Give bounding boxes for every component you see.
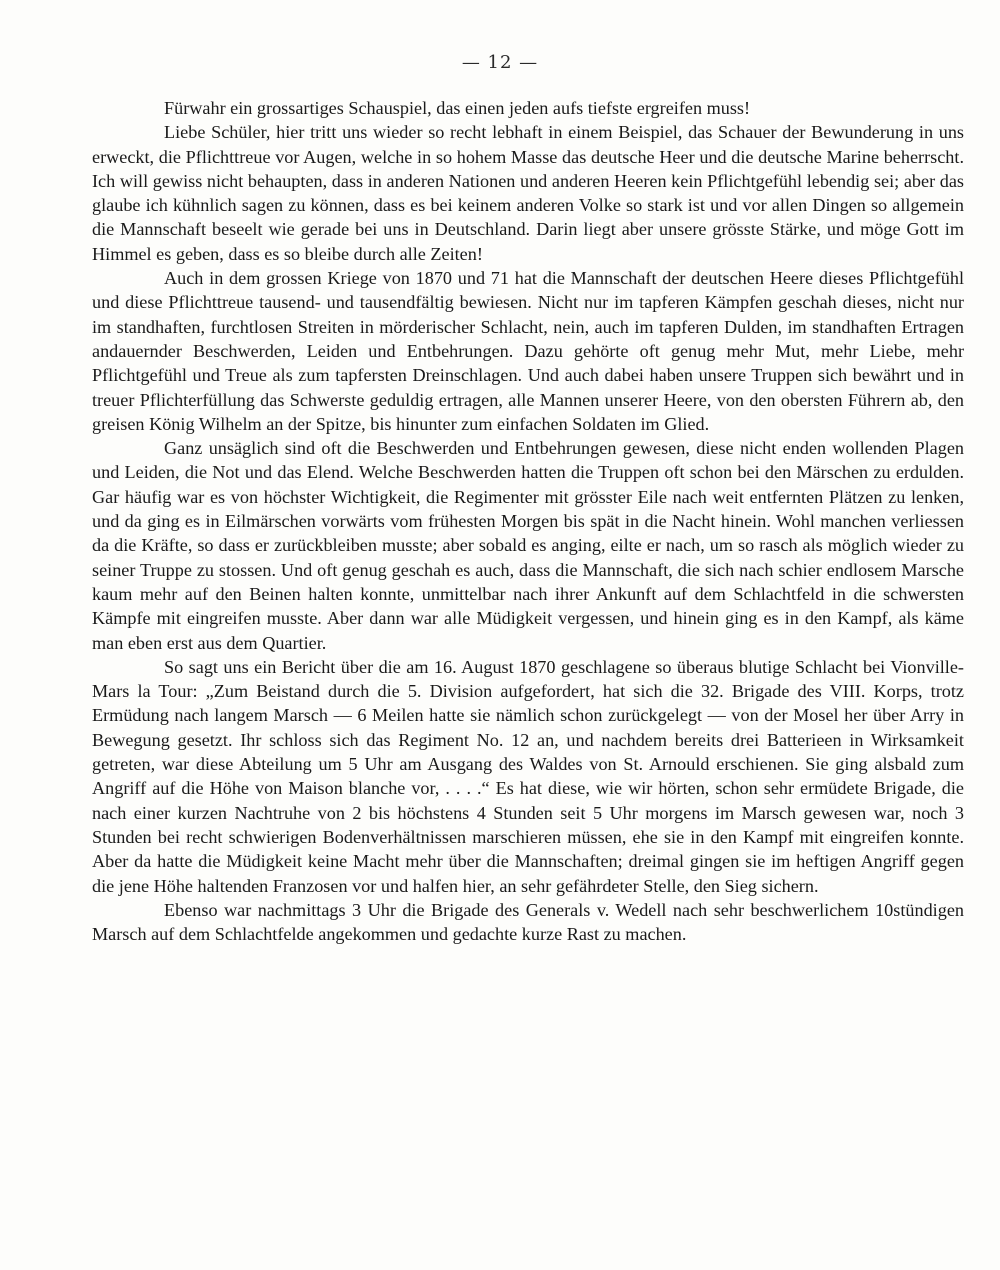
paragraph-1: Fürwahr ein grossartiges Schauspiel, das einen jeden aufs tiefste ergreifen muss!: [164, 98, 751, 118]
page-number: — 12 —: [461, 52, 539, 73]
body-text: [92, 96, 964, 946]
paragraph-6: Ebenso war nachmittags 3 Uhr die Brigade des Generals v. Wedell nach sehr beschwerlichem 10stündigen Marsch auf dem Schlachtfelde angekommen und gedachte kurze Rast zu machen.: [92, 899, 964, 945]
paragraph-5: So sagt uns ein Bericht über die am 16. August 1870 geschlagene so überaus blutige Schlacht bei Vionville-Mars la Tour: „Zum Beistand durch die 5. Division aufgefordert, hat sich die 32. Brigade des VIII. Korps, trotz Ermüdung nach langem Marsch — 6 Meilen hatte sie nämlich schon zurückgelegt — von der Mosel her über Arry in Bewegung gesetzt. Ihr schloss sich das Regiment No. 12 an, und nachdem bereits drei Batterieen in Wirksamkeit getreten, war diese Abteilung um 5 Uhr am Ausgang des Waldes von St. Arnould erschienen. Sie ging alsbald zum Angriff auf die Höhe von Maison blanche vor, . . . .“ Es hat diese, wie wir hörten, schon sehr ermüdete Brigade, die nach einer kurzen Nachtruhe von 2 bis höchstens 4 Stunden seit 5 Uhr morgens im Marsch gewesen war, noch 3 Stunden bei recht schwierigen Bodenverhältnissen marschieren müssen, ehe sie in den Kampf mit eingreifen konnte. Aber da hatte die Müdigkeit keine Macht mehr über die Mannschaften; dreimal gingen sie im heftigen Angriff gegen die jene Höhe haltenden Franzosen vor und halfen hier, an sehr gefährdeter Stelle, den Sieg sichern.: [92, 656, 964, 896]
paragraph-4: Ganz unsäglich sind oft die Beschwerden und Entbehrungen gewesen, diese nicht enden wollenden Plagen und Leiden, die Not und das Elend. Welche Beschwerden hatten die Truppen oft schon bei den Märschen zu erdulden. Gar häufig war es von höchster Wichtigkeit, die Regimenter mit grösster Eile nach weit entfernten Plätzen zu lenken, und da ging es in Eilmärschen vorwärts vom frühesten Morgen bis spät in die Nacht hinein. Wohl manchen verliessen da die Kräfte, so dass er zurückbleiben musste; aber sobald es anging, eilte er nach, um so rasch als möglich wieder zu seiner Truppe zu stossen. Und oft genug geschah es auch, dass die Mannschaft, die sich nach schier endlosem Marsche kaum mehr auf den Beinen halten konnte, unmittelbar nach ihrer Ankunft auf dem Schlachtfeld in die schwersten Kämpfe mit eingreifen musste. Aber dann war alle Müdigkeit vergessen, und hinein ging es in den Kampf, als käme man eben erst aus dem Quartier.: [92, 438, 964, 653]
paragraph-3: Auch in dem grossen Kriege von 1870 und 71 hat die Mannschaft der deutschen Heere dieses Pflichtgefühl und diese Pflichttreue tausend- und tausendfältig bewiesen. Nicht nur im tapferen Kämpfen geschah dieses, nicht nur im standhaften, furchtlosen Streiten in mörderischer Schlacht, nein, auch im tapferen Dulden, im standhaften Ertragen andauernder Beschwerden, Leiden und Entbehrungen. Dazu gehörte oft genug mehr Mut, mehr Liebe, mehr Pflichtgefühl und Treue als zum tapfersten Dreinschlagen. Und auch dabei haben unsere Truppen sich bewährt und in treuer Pflichterfüllung das Schwerste geduldig ertragen, alle Mannen unserer Heere, von den obersten Führern ab, den greisen König Wilhelm an der Spitze, bis hinunter zum einfachen Soldaten im Glied.: [92, 268, 964, 434]
paragraph-2: Liebe Schüler, hier tritt uns wieder so recht lebhaft in einem Beispiel, das Schauer der Bewunderung in uns erweckt, die Pflichttreue vor Augen, welche in so hohem Masse das deutsche Heer und die deutsche Marine beherrscht. Ich will gewiss nicht behaupten, dass in anderen Nationen und anderen Heeren kein Pflichtgefühl lebendig sei; aber das glaube ich kühnlich sagen zu können, dass es bei keinem anderen Volke so stark ist und vor allen Dingen so allgemein die Mannschaft beseelt wie gerade bei uns in Deutschland. Darin liegt aber unsere grösste Stärke, und möge Gott im Himmel es geben, dass es so bleibe durch alle Zeiten!: [92, 122, 964, 264]
